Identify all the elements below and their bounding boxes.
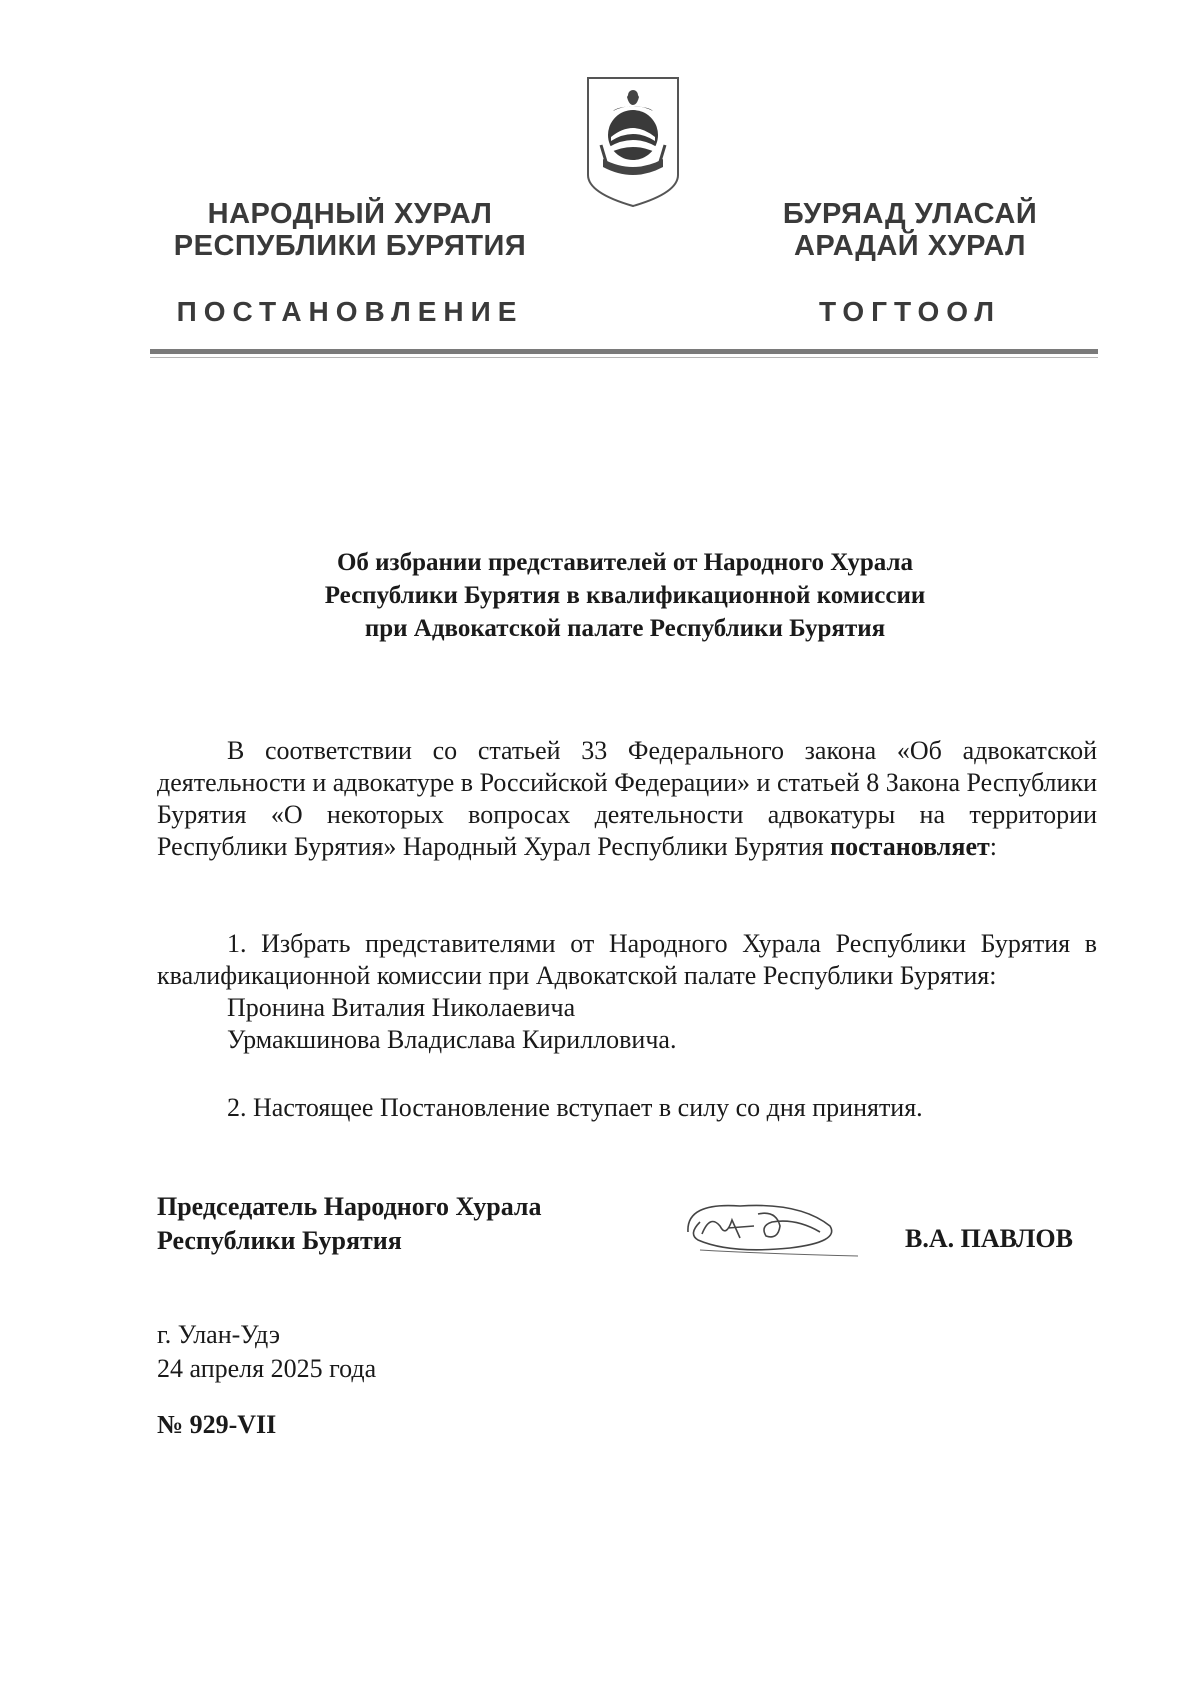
org-bua-line2: АРАДАЙ ХУРАЛ <box>793 230 1027 262</box>
date: 24 апреля 2025 года <box>157 1354 377 1383</box>
city: г. Улан-Удэ <box>157 1320 281 1349</box>
buryatia-coat-of-arms-icon <box>583 75 683 209</box>
preamble-text: В соответствии со статьей 33 Федерального закона «Об адвокатской деятельности и адвокатуре в Российской Федерации» и статьей 8 Закона Республики Бурятия «О некоторых вопросах деятельности адвокатуры на территории Республики Бурятия» Народный Хурал Республики Бурятия <box>157 736 1097 861</box>
signatory-title-line1: Председатель Народного Хурала <box>157 1192 542 1221</box>
document-title <box>200 546 1050 645</box>
title-line2: Республики Бурятия в квалификационной комиссии <box>324 582 926 609</box>
place-and-date <box>157 1318 376 1386</box>
doc-type-russian: ПОСТАНОВЛЕНИЕ <box>176 296 524 327</box>
resolves-colon: : <box>989 832 997 861</box>
item-2-paragraph: 2. Настоящее Постановление вступает в силу со дня принятия. <box>227 1093 923 1122</box>
header-divider <box>150 349 1098 354</box>
title-line1: Об избрании представителей от Народного Хурала <box>336 549 914 576</box>
title-line3: при Адвокатской палате Республики Бурятия <box>364 615 886 642</box>
document-number: № 929-VII <box>157 1410 277 1439</box>
list-item: Урмакшинова Владислава Кирилловича. <box>227 1025 677 1054</box>
resolves-word: постановляет <box>830 832 990 861</box>
org-name-buryat <box>745 198 1075 262</box>
signatory-name: В.А. ПАВЛОВ <box>905 1224 1073 1253</box>
preamble-paragraph <box>157 735 1097 863</box>
elected-names-list <box>157 992 1167 1056</box>
org-name-russian <box>150 198 550 262</box>
list-item: Пронина Виталия Николаевича <box>227 993 576 1022</box>
handwritten-signature-icon <box>680 1192 860 1262</box>
signatory-title <box>157 1190 542 1258</box>
header-divider-thin <box>150 357 1098 358</box>
org-ru-line2: РЕСПУБЛИКИ БУРЯТИЯ <box>173 230 527 262</box>
org-ru-line1: НАРОДНЫЙ ХУРАЛ <box>207 198 493 230</box>
item-1-paragraph: 1. Избрать представителями от Народного Хурала Республики Бурятия в квалификационной комиссии при Адвокатской палате Республики Бурятия: <box>157 929 1097 990</box>
signatory-title-line2: Республики Бурятия <box>157 1226 402 1255</box>
doc-type-buryat: ТОГТООЛ <box>819 296 1001 327</box>
org-bua-line1: БУРЯАД УЛАСАЙ <box>782 198 1038 230</box>
